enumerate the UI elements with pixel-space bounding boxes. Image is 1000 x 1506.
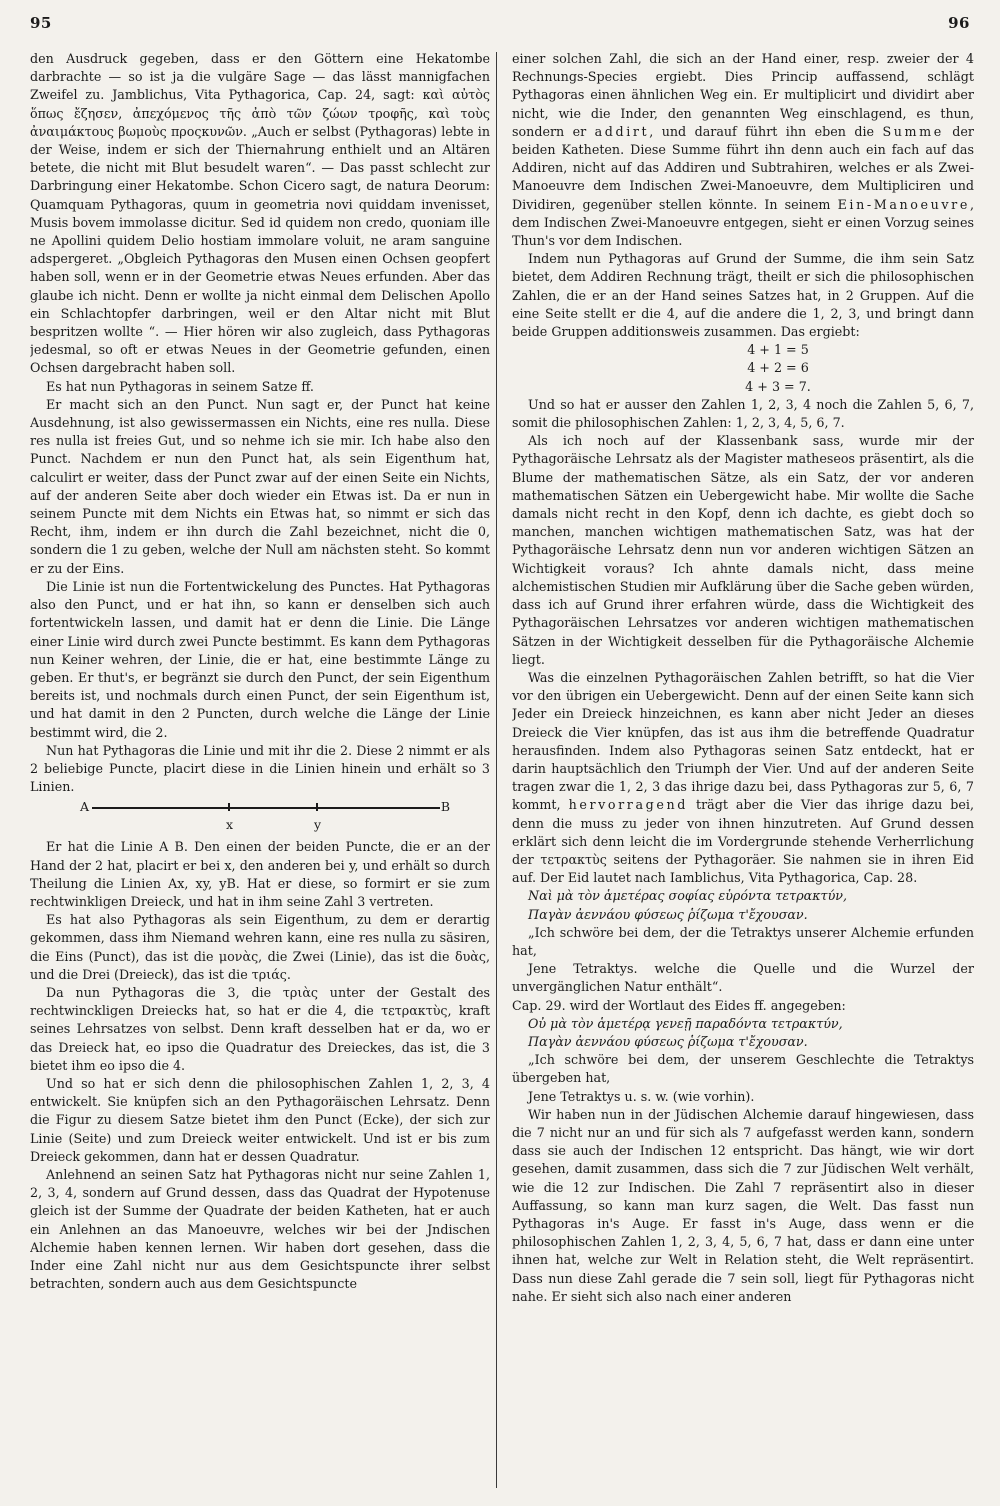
paragraph: einer solchen Zahl, die sich an der Hand einer, resp. zweier der 4 Rechnungs-Species ergiebt. Dies Princip auffassend, schlägt Pythagoras einen ähnlichen Weg ein. Er multiplicirt und dividirt aber nicht, wie die Inder, den genannten Weg einschlagend, es thun, sondern er addirt, und darauf führt ihn eben die Summe der beiden Katheten. Diese Summe führt ihn denn auch ein fach auf das Addiren, nicht auf das Addiren und Subtrahiren, welches er als Zwei-Manoeuvre dem Indischen Zwei-Manoeuvre, dem Multipliciren und Dividiren, gegenüber stellen könnte. In seinem Ein-Manoeuvre, dem Indischen Zwei-Manoeuvre entgegen, sieht er einen Vorzug seines Thun's vor dem Indischen. bbox=[512, 51, 974, 249]
diagram-line-ab bbox=[92, 807, 440, 809]
equation: 4 + 1 = 5 bbox=[747, 342, 809, 358]
paragraph: Die Linie ist nun die Fortentwickelung des Punctes. Hat Pythagoras also den Punct, und er hat ihn, so kann er denselben sich auch fortentwickeln lassen, und damit hat er denn die Linie. Die Länge einer Linie wird durch zwei Puncte bestimmt. Es kann dem Pythagoras nun Keiner wehren, der Linie, die er hat, eine bestimmte Länge zu geben. Er thut's, er begränzt sie durch den Punct, der sein Eigenthum bereits ist, und nochmals durch einen Punct, der sein Eigenthum ist, und hat damit in den 2 Puncten, durch welche die Länge der Linie bestimmt wird, die 2. bbox=[30, 578, 490, 740]
greek-verse: Ναὶ μὰ τὸν ἁμετέρας σοφίας εὑρόντα τετρακτύν, bbox=[528, 888, 848, 904]
paragraph: Wir haben nun in der Jüdischen Alchemie darauf hingewiesen, dass die 7 nicht nur an und für sich als 7 aufgefasst werden kann, sondern dass sie auch der Indischen 12 entspricht. Das hängt, wie wir dort gesehen, damit zusammen, dass sich die 7 zur Jüdischen Welt verhält, wie die 12 zur Indischen. Die Zahl 7 repräsentirt also in dieser Auffassung, so kann man kurz sagen, die Welt. Das fasst nun Pythagoras in's Auge. Er fasst in's Auge, dass wenn er die philosophischen Zahlen 1, 2, 3, 4, 5, 6, 7 hat, dass er dann eine unter ihnen hat, welche zur Welt in Relation steht, die Welt repräsentirt. Dass nun diese Zahl gerade die 7 sein soll, liegt für Pythagoras nicht nahe. Er sieht sich also nach einer anderen bbox=[512, 1106, 974, 1304]
diagram-label-a: A bbox=[80, 799, 90, 815]
paragraph: den Ausdruck gegeben, dass er den Göttern eine Hekatombe darbrachte — so ist ja die vulgäre Sage — das lässt mannigfachen Zweifel zu. Jamblichus, Vita Pythagorica, Cap. 24, sagt: καὶ αὐτὸς ὅπως ἔζησεν, ἀπεχόμενος τῆς ἀπὸ τῶν ζώων τροφῆς, καὶ τοὺς ἀναιμάκτους βωμοὺς προςκυνῶν. „Auch er selbst (Pythagoras) lebte in der Weise, indem er sich der Thiernahrung enthielt und an Altären betete, die nicht mit Blut besudelt waren“. — Das passt schlecht zur Darbringung einer Hekatombe. Schon Cicero sagt, de natura Deorum: Quamquam Pythagoras, quum in geometria novi quiddam invenisset, Musis bovem immolasse dicitur. Sed id quidem non credo, quoniam ille ne Apollini quidem Delio hostiam immolare voluit, ne aram sanguine adspergeret. „Obgleich Pythagoras den Musen einen Ochsen geopfert haben soll, wenn er in der Geometrie etwas Neues erfunden. Aber das glaube ich nicht. Denn er wollte ja nicht einmal dem Delischen Apollo ein Schlachtopfer darbringen, weil er den Altar nicht mit Blut bespritzen wollte “. — Hier hören wir also zugleich, dass Pythagoras jedesmal, so oft er etwas Neues in der Geometrie gefunden, einen Ochsen dargebracht haben soll. bbox=[30, 51, 490, 376]
paragraph: Was die einzelnen Pythagoräischen Zahlen betrifft, so hat die Vier vor den übrigen ein Uebergewicht. Denn auf der einen Seite kann sich Jeder ein Dreieck hinzeichnen, es kann aber nicht Jeder an dieses Dreieck die Vier knüpfen, das ist aus ihm die betreffende Quadratur herausfinden. Indem also Pythagoras seinen Satz entdeckt, hat er darin hauptsächlich den Triumph der Vier. Und auf der anderen Seite tragen zwar die 1, 2, 3 das ihrige dazu bei, dass Pythagoras zur 5, 6, 7 kommt, hervorragend trägt aber die Vier das ihrige dazu bei, denn die muss zu jeder von ihnen hinzutreten. Auf Grund dessen erklärt sich denn leicht die im Vordergrunde stehende Verherrlichung der τετρακτὺς seitens der Pythagoräer. Sie nahmen sie in ihren Eid auf. Der Eid lautet nach Iamblichus, Vita Pythagorica, Cap. 28. bbox=[512, 669, 974, 886]
paragraph: Es hat also Pythagoras als sein Eigenthum, zu dem er derartig gekommen, dass ihm Niemand wehren kann, eine res nulla zu säsiren, die Eins (Punct), das ist die μονὰς, die Zwei (Linie), das ist die δυὰς, und die Drei (Dreieck), das ist die τριάς. bbox=[30, 912, 490, 982]
column-divider bbox=[496, 52, 497, 1488]
greek-verse: Παγὰν ἀεννάου φύσεως ῥίζωμα τ'ἔχουσαν. bbox=[528, 1033, 808, 1049]
left-column bbox=[30, 50, 490, 1490]
line-diagram bbox=[80, 798, 450, 836]
page-number-left: 95 bbox=[30, 14, 52, 32]
equation: 4 + 2 = 6 bbox=[747, 360, 809, 376]
paragraph: Nun hat Pythagoras die Linie und mit ihr die 2. Diese 2 nimmt er als 2 beliebige Puncte, placirt diese in die Linien hinein und erhält so 3 Linien. bbox=[30, 742, 490, 795]
paragraph: Cap. 29. wird der Wortlaut des Eides ff. angegeben: bbox=[512, 997, 846, 1013]
quote: „Ich schwöre bei dem, der unserem Geschlechte die Tetraktys übergeben hat, bbox=[512, 1052, 974, 1086]
page-number-right: 96 bbox=[948, 14, 970, 32]
diagram-label-b: B bbox=[440, 799, 450, 815]
greek-verse: Οὐ μὰ τὸν ἁμετέρᾳ γενεῇ παραδόντα τετρακτύν, bbox=[528, 1015, 843, 1031]
greek-verse: Παγὰν ἀεννάου φύσεως ῥίζωμα τ'ἔχουσαν. bbox=[528, 906, 808, 922]
diagram-point-y bbox=[316, 803, 318, 811]
paragraph: Und so hat er sich denn die philosophischen Zahlen 1, 2, 3, 4 entwickelt. Sie knüpfen sich an den Pythagoräischen Lehrsatz. Denn die Figur zu diesem Satze bietet ihm den Punct (Ecke), der sich zur Linie (Seite) und zum Dreieck weiter entwickelt. Und ist er bis zum Dreieck gekommen, dann hat er dessen Quadratur. bbox=[30, 1075, 490, 1164]
quote: Jene Tetraktys u. s. w. (wie vorhin). bbox=[528, 1088, 755, 1104]
paragraph: Da nun Pythagoras die 3, die τριὰς unter der Gestalt des rechtwinckligen Dreiecks hat, so hat er die 4, die τετρακτὺς, kraft seines Lehrsatzes von selbst. Denn kraft desselben hat er da, wo er das Dreieck hat, eo ipso die Quadratur des Dreieckes, das ist, die 3 bietet ihm eo ipso die 4. bbox=[30, 984, 490, 1073]
paragraph: Indem nun Pythagoras auf Grund der Summe, die ihm sein Satz bietet, dem Addiren Rechnung trägt, theilt er sich die philosophischen Zahlen, die er an der Hand seines Satzes hat, in 2 Gruppen. Auf die eine Seite stellt er die 4, auf die andere die 1, 2, 3, und bringt dann beide Gruppen additionsweis zusammen. Das ergiebt: bbox=[512, 251, 974, 340]
equation: 4 + 3 = 7. bbox=[745, 378, 811, 394]
quote: Jene Tetraktys. welche die Quelle und die Wurzel der unvergänglichen Natur enthält“. bbox=[512, 961, 974, 995]
paragraph: Und so hat er ausser den Zahlen 1, 2, 3, 4 noch die Zahlen 5, 6, 7, somit die philosophischen Zahlen: 1, 2, 3, 4, 5, 6, 7. bbox=[512, 396, 974, 431]
diagram-label-y: y bbox=[314, 817, 322, 833]
diagram-point-x bbox=[228, 803, 230, 811]
paragraph: Er macht sich an den Punct. Nun sagt er, der Punct hat keine Ausdehnung, ist also gewissermassen ein Nichts, eine res nulla. Diese res nulla ist freies Gut, und so nehme ich sie mir. Ich habe also den Punct. Nachdem er nun den Punct hat, als sein Eigenthum hat, calculirt er weiter, dass der Punct zwar auf der einen Seite ein Nichts, auf der anderen Seite aber doch wieder ein Etwas ist. Da er nun in seinem Puncte mit dem Nichts ein Etwas hat, so nimmt er sich das Recht, ihm, indem er ihn durch die Zahl bezeichnet, nicht die 0, sondern die 1 zu geben, welche der Null am nächsten steht. So kommt er zu der Eins. bbox=[30, 396, 490, 576]
diagram-label-x: x bbox=[226, 817, 234, 833]
paragraph: Es hat nun Pythagoras in seinem Satze ff. bbox=[46, 378, 314, 394]
quote: „Ich schwöre bei dem, der die Tetraktys unserer Alchemie erfunden hat, bbox=[512, 924, 974, 958]
paragraph: Als ich noch auf der Klassenbank sass, wurde mir der Pythagoräische Lehrsatz als der Magister matheseos präsentirt, als die Blume der mathematischen Sätze, als ein Satz, der vor anderen mathematischen Sätzen ein Uebergewicht habe. Mir wollte die Sache damals nicht recht in den Kopf, denn ich dachte, es giebt doch so manchen, manchen wichtigen mathematischen Satz, was hat der Pythagoräische Lehrsatz denn nun vor anderen wichtigen Sätzen an Wichtigkeit voraus? Ich ahnte damals nicht, dass meine alchemistischen Studien mir Aufklärung über die Sache geben würden, dass ich auf Grund ihrer erfahren würde, dass die Wichtigkeit des Pythagoräischen Lehrsatzes vor anderen wichtigen mathematischen Sätzen in der Wichtigkeit desselben für die Pythagoräische Alchemie liegt. bbox=[512, 433, 974, 667]
paragraph: Er hat die Linie A B. Den einen der beiden Puncte, die er an der Hand der 2 hat, placirt er bei x, den anderen bei y, und erhält so durch Theilung die Linien Ax, xy, yB. Hat er diese, so formirt er sie zum rechtwinkligen Dreieck, und hat in ihm seine Zahl 3 vertreten. bbox=[30, 839, 490, 909]
right-column bbox=[512, 50, 974, 1490]
paragraph: Anlehnend an seinen Satz hat Pythagoras nicht nur seine Zahlen 1, 2, 3, 4, sondern auf Grund dessen, dass das Quadrat der Hypotenuse gleich ist der Summe der Quadrate der beiden Katheten, hat er auch ein Anlehnen an das Manoeuvre, welches wir bei der Jndischen Alchemie haben kennen lernen. Wir haben dort gesehen, dass die Inder eine Zahl nicht nur aus dem Gesichtspuncte ihrer selbst betrachten, sondern auch aus dem Gesichtspuncte bbox=[30, 1166, 490, 1292]
